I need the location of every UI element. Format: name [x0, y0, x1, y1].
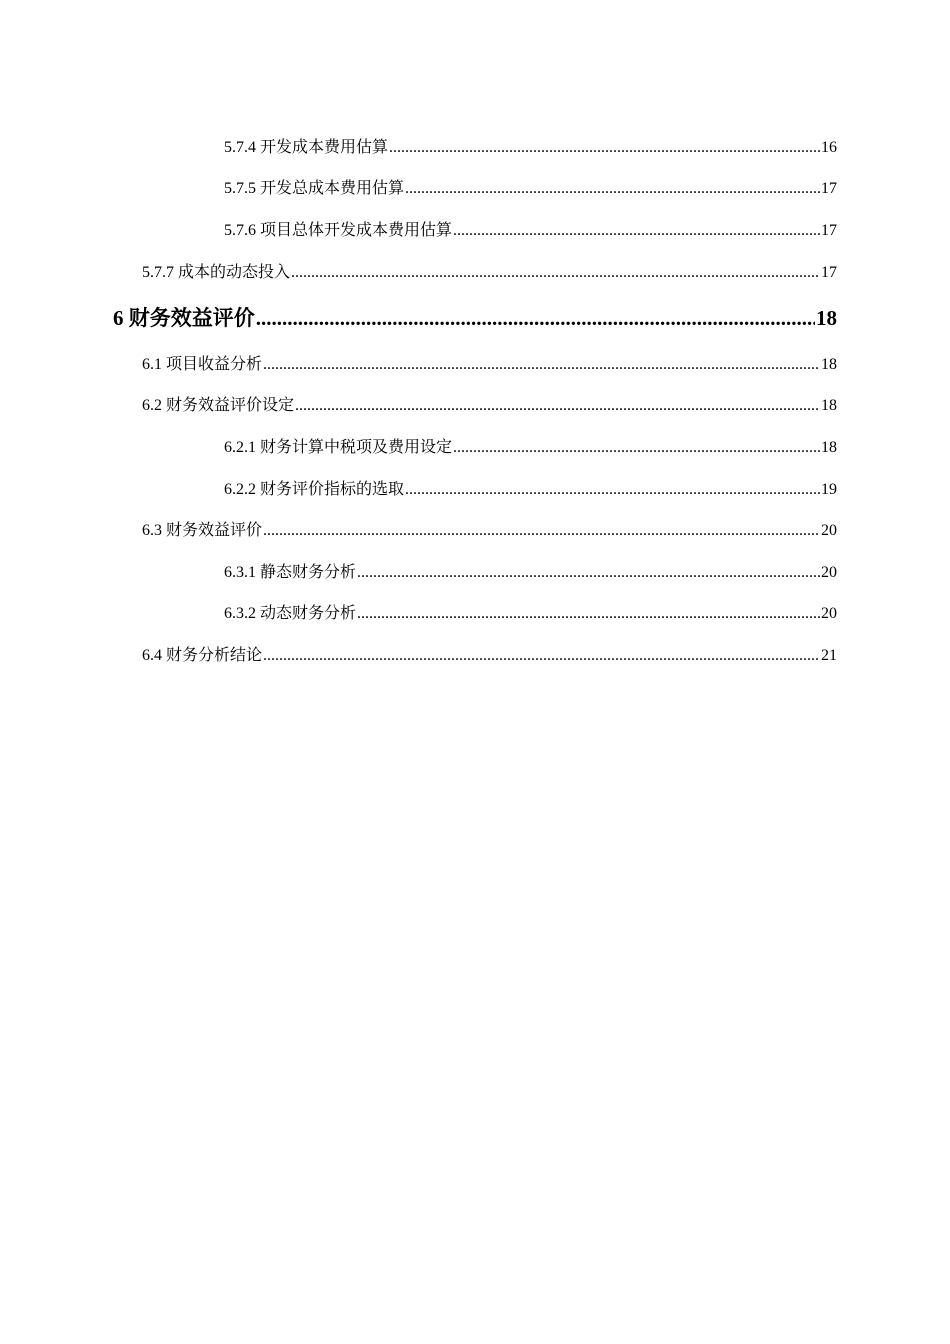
dot-leader	[295, 394, 820, 418]
toc-entry-page: 18	[816, 306, 837, 330]
toc-entry-6-3-2[interactable]	[224, 602, 837, 626]
dot-leader	[453, 219, 820, 243]
dot-leader	[263, 519, 820, 543]
toc-entry-title: 6.3.1 静态财务分析	[224, 564, 357, 581]
dot-leader	[405, 177, 820, 201]
toc-entry-5-7-5[interactable]	[224, 177, 837, 201]
toc-entry-6-4[interactable]	[142, 644, 837, 668]
toc-entry-page: 17	[821, 180, 837, 197]
dot-leader	[453, 436, 820, 460]
toc-entry-title: 6.3.2 动态财务分析	[224, 605, 357, 622]
toc-entry-title: 6.3 财务效益评价	[142, 522, 263, 539]
dot-leader	[357, 602, 820, 626]
toc-entry-6-2-1[interactable]	[224, 436, 837, 460]
dot-leader	[263, 644, 820, 668]
toc-entry-title: 5.7.7 成本的动态投入	[142, 264, 291, 281]
toc-entry-title: 6.1 项目收益分析	[142, 356, 263, 373]
dot-leader	[291, 261, 820, 285]
toc-entry-6-1[interactable]	[142, 353, 837, 377]
toc-entry-6-3-1[interactable]	[224, 561, 837, 585]
toc-entry-page: 20	[821, 564, 837, 581]
toc-entry-title: 6.2 财务效益评价设定	[142, 397, 295, 414]
toc-entry-page: 19	[821, 481, 837, 498]
toc-entry-title: 6.2.2 财务评价指标的选取	[224, 481, 405, 498]
toc-entry-title: 6.2.1 财务计算中税项及费用设定	[224, 439, 453, 456]
toc-entry-page: 20	[821, 605, 837, 622]
dot-leader	[389, 136, 820, 160]
toc-entry-page: 17	[821, 222, 837, 239]
toc-entry-page: 18	[821, 356, 837, 373]
toc-entry-page: 21	[821, 647, 837, 664]
toc-entry-title: 5.7.4 开发成本费用估算	[224, 139, 389, 156]
toc-entry-page: 16	[821, 139, 837, 156]
dot-leader	[256, 303, 815, 333]
toc-entry-title: 6 财务效益评价	[113, 306, 255, 330]
toc-entry-5-7-7[interactable]	[142, 261, 837, 285]
toc-entry-title: 6.4 财务分析结论	[142, 647, 263, 664]
toc-entry-5-7-4[interactable]	[224, 136, 837, 160]
toc-entry-6-2[interactable]	[142, 394, 837, 418]
dot-leader	[357, 561, 820, 585]
toc-entry-chapter-6[interactable]	[113, 303, 837, 333]
dot-leader	[405, 478, 820, 502]
toc-entry-page: 17	[821, 264, 837, 281]
toc-entry-6-3[interactable]	[142, 519, 837, 543]
dot-leader	[263, 353, 820, 377]
toc-entry-title: 5.7.6 项目总体开发成本费用估算	[224, 222, 453, 239]
toc-entry-6-2-2[interactable]	[224, 478, 837, 502]
toc-entry-page: 18	[821, 439, 837, 456]
toc-entry-title: 5.7.5 开发总成本费用估算	[224, 180, 405, 197]
toc-entry-page: 18	[821, 397, 837, 414]
toc-entry-5-7-6[interactable]	[224, 219, 837, 243]
toc-entry-page: 20	[821, 522, 837, 539]
